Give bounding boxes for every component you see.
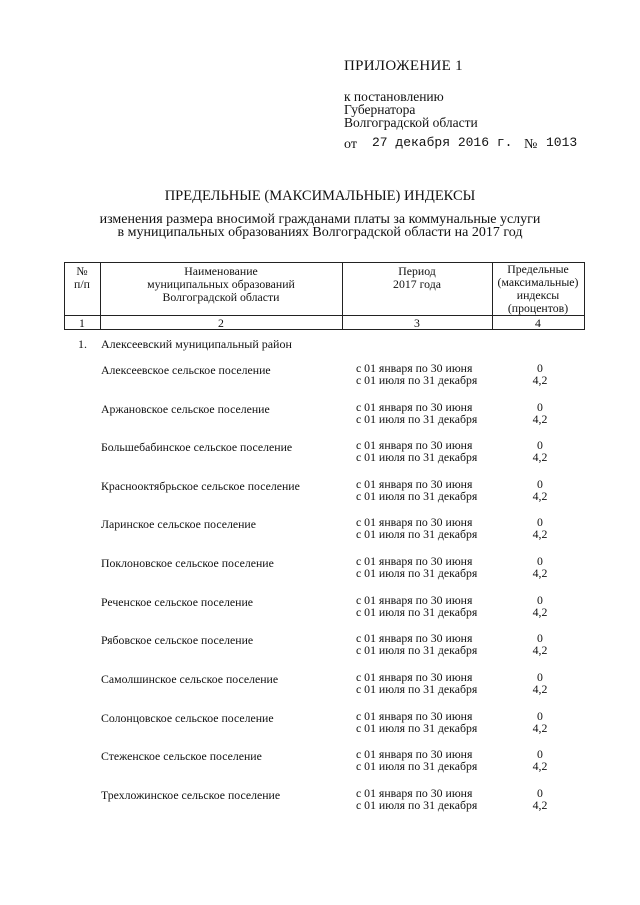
period-second-half: с 01 июля по 31 декабря: [356, 605, 478, 619]
period-first-half: с 01 января по 30 июня: [356, 593, 473, 607]
period-second-half: с 01 июля по 31 декабря: [356, 798, 478, 812]
index-second-half: 4,2: [532, 759, 548, 773]
settlement-name: Аржановское сельское поселение: [101, 402, 270, 416]
period-second-half: с 01 июля по 31 декабря: [356, 450, 478, 464]
table-row: [0, 786, 640, 812]
period-second-half: с 01 июля по 31 декабря: [356, 643, 478, 657]
index-second-half: 4,2: [532, 798, 548, 812]
period-first-half: с 01 января по 30 июня: [356, 786, 473, 800]
column-number-2: 2: [218, 316, 224, 330]
period-second-half: с 01 июля по 31 декабря: [356, 412, 478, 426]
table-row: [0, 438, 640, 464]
appendix-line-3: Волгоградской области: [344, 115, 478, 130]
period-first-half: с 01 января по 30 июня: [356, 361, 473, 375]
index-second-half: 4,2: [532, 605, 548, 619]
table-row: [0, 477, 640, 503]
index-second-half: 4,2: [532, 489, 548, 503]
index-second-half: 4,2: [532, 450, 548, 464]
period-first-half: с 01 января по 30 июня: [356, 631, 473, 645]
table-row: [0, 709, 640, 735]
settlement-name: Краснооктябрьское сельское поселение: [101, 479, 300, 493]
column-number-1: 1: [79, 316, 85, 330]
index-first-half: 0: [537, 400, 543, 414]
period-first-half: с 01 января по 30 июня: [356, 477, 473, 491]
index-first-half: 0: [537, 786, 543, 800]
date-prefix: от: [344, 137, 357, 152]
header-name-line-1: Наименование: [184, 264, 258, 278]
index-first-half: 0: [537, 631, 543, 645]
index-first-half: 0: [537, 477, 543, 491]
table-row: [0, 631, 640, 657]
index-second-half: 4,2: [532, 682, 548, 696]
period-second-half: с 01 июля по 31 декабря: [356, 527, 478, 541]
index-second-half: 4,2: [532, 643, 548, 657]
header-index-line-4: (процентов): [507, 301, 569, 315]
period-second-half: с 01 июля по 31 декабря: [356, 489, 478, 503]
period-first-half: с 01 января по 30 июня: [356, 670, 473, 684]
index-second-half: 4,2: [532, 721, 548, 735]
header-num-line-1: №: [76, 264, 88, 278]
settlement-name: Рябовское сельское поселение: [101, 633, 254, 647]
table-row: [0, 593, 640, 619]
index-first-half: 0: [537, 709, 543, 723]
section-number: 1.: [78, 337, 87, 351]
settlement-name: Трехложинское сельское поселение: [101, 788, 281, 802]
section-name: Алексеевский муниципальный район: [101, 337, 292, 351]
table-row: [0, 554, 640, 580]
index-second-half: 4,2: [532, 373, 548, 387]
table-row: [0, 400, 640, 426]
settlement-name: Поклоновское сельское поселение: [101, 556, 274, 570]
header-period-line-2: 2017 года: [393, 277, 441, 291]
period-second-half: с 01 июля по 31 декабря: [356, 759, 478, 773]
index-first-half: 0: [537, 438, 543, 452]
header-index-line-1: Предельные: [507, 262, 569, 276]
appendix-line-1: к постановлению: [344, 89, 444, 104]
index-first-half: 0: [537, 670, 543, 684]
period-first-half: с 01 января по 30 июня: [356, 747, 473, 761]
period-second-half: с 01 июля по 31 декабря: [356, 373, 478, 387]
appendix-line-2: Губернатора: [344, 102, 416, 117]
document-title: ПРЕДЕЛЬНЫЕ (МАКСИМАЛЬНЫЕ) ИНДЕКСЫ: [164, 188, 476, 204]
index-first-half: 0: [537, 554, 543, 568]
header-period-line-1: Период: [398, 264, 436, 278]
header-index-line-2: (максимальные): [497, 275, 579, 289]
decree-date: 27 декабря 2016 г.: [372, 135, 513, 150]
table-row: [0, 670, 640, 696]
settlement-name: Алексеевское сельское поселение: [101, 363, 271, 377]
header-num: [64, 265, 100, 291]
index-first-half: 0: [537, 747, 543, 761]
document-subtitle-line-1: изменения размера вносимой гражданами платы за коммунальные услуги: [99, 212, 541, 227]
column-number-3: 3: [414, 316, 420, 330]
settlement-name: Самолшинское сельское поселение: [101, 672, 279, 686]
period-second-half: с 01 июля по 31 декабря: [356, 682, 478, 696]
header-index-line-3: индексы: [516, 288, 560, 302]
appendix-title: ПРИЛОЖЕНИЕ 1: [344, 58, 463, 74]
header-period: [342, 265, 492, 291]
header-name-line-3: Волгоградской области: [162, 290, 280, 304]
index-second-half: 4,2: [532, 412, 548, 426]
document-subtitle-line-2: в муниципальных образованиях Волгоградской области на 2017 год: [117, 225, 523, 240]
settlement-name: Большебабинское сельское поселение: [101, 440, 293, 454]
header-num-line-2: п/п: [74, 277, 90, 291]
index-first-half: 0: [537, 361, 543, 375]
period-second-half: с 01 июля по 31 декабря: [356, 721, 478, 735]
period-first-half: с 01 января по 30 июня: [356, 438, 473, 452]
index-second-half: 4,2: [532, 566, 548, 580]
settlement-name: Ларинское сельское поселение: [101, 517, 256, 531]
index-second-half: 4,2: [532, 527, 548, 541]
settlement-name: Солонцовское сельское поселение: [101, 711, 274, 725]
period-first-half: с 01 января по 30 июня: [356, 554, 473, 568]
period-first-half: с 01 января по 30 июня: [356, 515, 473, 529]
table-row: [0, 515, 640, 541]
settlement-name: Стеженское сельское поселение: [101, 749, 262, 763]
column-number-4: 4: [535, 316, 541, 330]
index-first-half: 0: [537, 515, 543, 529]
index-first-half: 0: [537, 593, 543, 607]
table-right-border: [584, 262, 585, 329]
number-label: №: [524, 137, 538, 152]
period-second-half: с 01 июля по 31 декабря: [356, 566, 478, 580]
settlement-name: Реченское сельское поселение: [101, 595, 254, 609]
period-first-half: с 01 января по 30 июня: [356, 709, 473, 723]
period-first-half: с 01 января по 30 июня: [356, 400, 473, 414]
header-name: [100, 265, 342, 304]
table-row: [0, 361, 640, 387]
table-row: [0, 747, 640, 773]
decree-number: 1013: [546, 135, 578, 150]
header-index: [492, 263, 584, 315]
header-name-line-2: муниципальных образований: [147, 277, 295, 291]
